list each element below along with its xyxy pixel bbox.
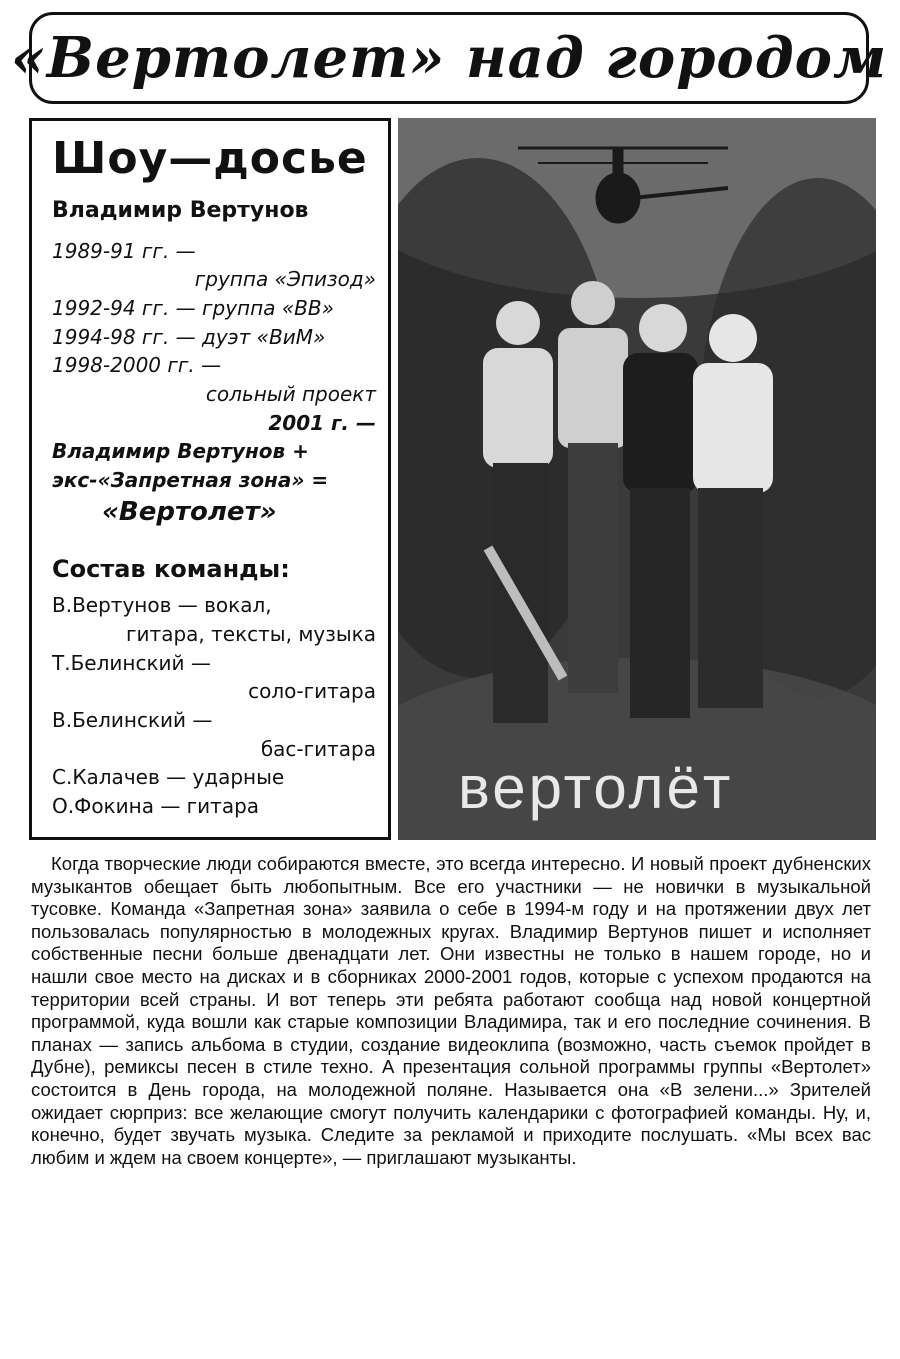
dossier-line: Владимир Вертунов + xyxy=(52,439,309,463)
band-photo xyxy=(398,118,876,840)
dossier-line: 1992-94 гг. — группа «ВВ» xyxy=(52,296,334,320)
team-line: соло-гитара xyxy=(248,679,376,703)
team-line: С.Калачев — ударные xyxy=(52,765,285,789)
article-body: Когда творческие люди собираются вместе, это всегда интересно. И новый проект дубненских музыкантов обещает быть любопытным. Все его участники — не новички в музыкальной тусовке. Команда «Запретная зона» заявила о себе в 1994-м году и на протяжении двух лет пользовалась популярностью в молодежных кругах. Владимир Вертунов пишет и исполняет собственные песни больше двенадцати лет. Они известны не только в нашем городе, но и нашли свое место на дисках и в сборниках 2000-2001 годов, которые с успехом продаются на территории всей страны. И вот теперь эти ребята работают сообща над новой концертной программой, куда вошли как старые композиции Владимира, так и его последние сочинения. В планах — запись альбома в студии, создание видеоклипа (возможно, часть съемок пройдет в Дубне), ремиксы песен в стиле техно. А презентация сольной программы группы «Вертолет» состоится в День города, на молодежной поляне. Называется она «В зелени...» Зрителей ожидает сюрприз: все желающие смогут получить календарики с фотографией команды. Ну, и, конечно, будет звучать музыка. Следите за рекламой и приходите послушать. «Мы всех вас любим и ждем на своем концерте», — приглашают музыканты. xyxy=(31,853,871,1168)
dossier-heading: Шоу—досье xyxy=(52,133,368,184)
dossier-line: 1998-2000 гг. — xyxy=(52,353,222,377)
dossier-line: «Вертолет» xyxy=(102,497,277,527)
team-heading: Состав команды: xyxy=(52,555,290,583)
dossier-line: экс-«Запретная зона» = xyxy=(52,468,329,492)
dossier-line: 2001 г. — xyxy=(268,411,376,435)
team-line: О.Фокина — гитара xyxy=(52,794,260,818)
dossier-line: сольный проект xyxy=(205,382,376,406)
team-line: гитара, тексты, музыка xyxy=(126,622,376,646)
headline: «Вертолет» над городом xyxy=(10,25,888,91)
team-line: В.Вертунов — вокал, xyxy=(52,593,272,617)
dossier-line: 1994-98 гг. — дуэт «ВиМ» xyxy=(52,325,326,349)
show-dossier-box xyxy=(29,118,391,840)
photo-caption: вертолёт xyxy=(458,754,734,821)
team-line: бас-гитара xyxy=(260,737,376,761)
dossier-line: группа «Эпизод» xyxy=(194,267,376,291)
headline-banner xyxy=(10,12,888,104)
band-photo-illustration xyxy=(398,118,876,840)
dossier-name: Владимир Вертунов xyxy=(52,198,309,223)
dossier-line: 1989-91 гг. — xyxy=(52,239,196,263)
team-line: В.Белинский — xyxy=(52,708,213,732)
team-line: Т.Белинский — xyxy=(52,651,211,675)
